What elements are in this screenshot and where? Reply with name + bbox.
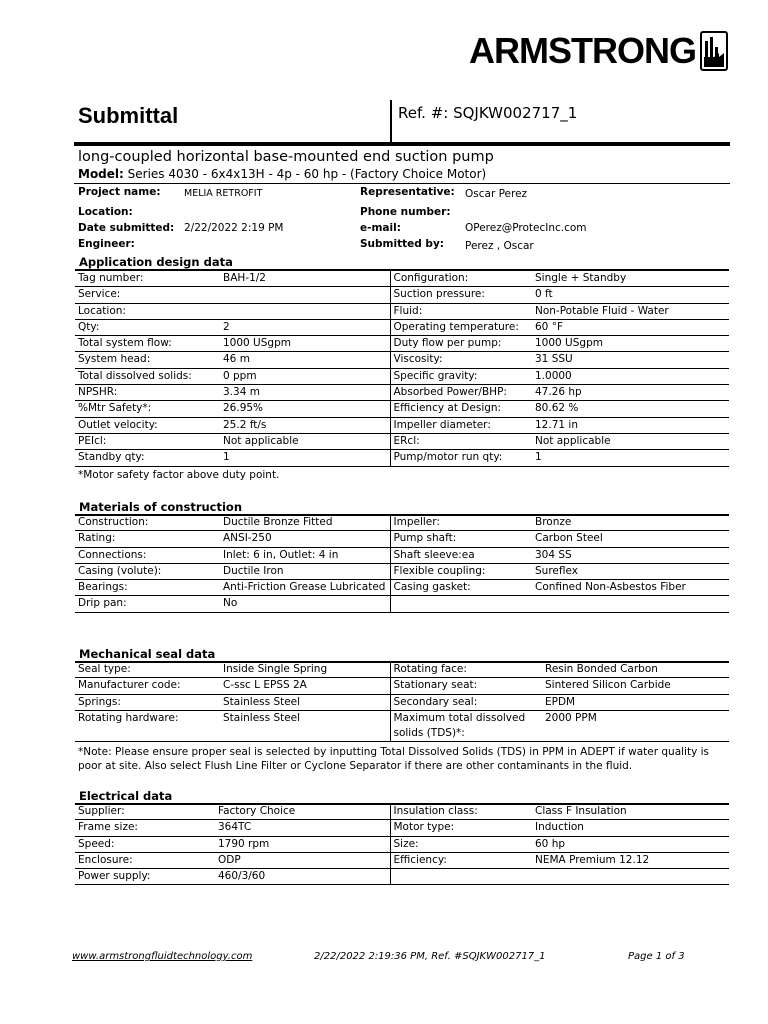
table-cell: Absorbed Power/BHP: bbox=[390, 385, 532, 401]
table-cell: Size: bbox=[390, 836, 532, 852]
table-cell: Insulation class: bbox=[390, 804, 532, 820]
model-value: Series 4030 - 6x4x13H - 4p - 60 hp - (Factory Choice Motor) bbox=[123, 167, 487, 181]
email-value: OPerez@ProtecInc.com bbox=[465, 222, 587, 234]
project-name-label: Project name: bbox=[78, 186, 161, 198]
table-cell: Qty: bbox=[75, 319, 220, 335]
materials-heading: Materials of construction bbox=[79, 500, 243, 514]
table-cell: Inside Single Spring bbox=[220, 662, 390, 678]
table-cell: 460/3/60 bbox=[215, 869, 390, 885]
project-name-value: MELIA RETROFIT bbox=[184, 188, 263, 199]
table-row bbox=[75, 368, 729, 384]
table-cell: 25.2 ft/s bbox=[220, 417, 390, 433]
table-cell: Secondary seal: bbox=[390, 694, 542, 710]
table-cell: Stainless Steel bbox=[220, 710, 390, 741]
seal-table bbox=[75, 662, 729, 742]
materials-table bbox=[75, 515, 729, 613]
table-cell: Location: bbox=[75, 303, 220, 319]
table-cell: Service: bbox=[75, 287, 220, 303]
table-cell: Tag number: bbox=[75, 271, 220, 287]
model-rule bbox=[74, 183, 730, 184]
table-cell: C-ssc L EPSS 2A bbox=[220, 678, 390, 694]
seal-heading: Mechanical seal data bbox=[79, 647, 216, 661]
table-row bbox=[75, 678, 729, 694]
table-cell: Resin Bonded Carbon bbox=[542, 662, 729, 678]
application-table bbox=[75, 271, 729, 467]
table-row bbox=[75, 804, 729, 820]
table-cell: Single + Standby bbox=[532, 271, 729, 287]
location-label: Location: bbox=[78, 206, 133, 218]
table-cell: Frame size: bbox=[75, 820, 215, 836]
pump-description: long-coupled horizontal base-mounted end suction pump bbox=[78, 149, 494, 165]
table-cell: %Mtr Safety*: bbox=[75, 401, 220, 417]
table-row bbox=[75, 385, 729, 401]
table-row bbox=[75, 450, 729, 466]
table-cell: Carbon Steel bbox=[532, 531, 729, 547]
electrical-rows bbox=[75, 804, 729, 885]
table-cell: Efficiency at Design: bbox=[390, 401, 532, 417]
table-cell: 0 ppm bbox=[220, 368, 390, 384]
table-cell: ANSI-250 bbox=[220, 531, 390, 547]
footer-website-wrap bbox=[72, 951, 252, 962]
footer-timestamp: 2/22/2022 2:19:36 PM, Ref. #SQJKW002717_1 bbox=[314, 951, 546, 962]
table-row bbox=[75, 836, 729, 852]
table-cell: System head: bbox=[75, 352, 220, 368]
table-cell: 80.62 % bbox=[532, 401, 729, 417]
table-cell: Fluid: bbox=[390, 303, 532, 319]
table-cell bbox=[390, 596, 532, 612]
footer-page-number: Page 1 of 3 bbox=[628, 951, 685, 962]
table-cell: Standby qty: bbox=[75, 450, 220, 466]
table-row bbox=[75, 869, 729, 885]
table-cell: 364TC bbox=[215, 820, 390, 836]
table-cell: Pump/motor run qty: bbox=[390, 450, 532, 466]
armstrong-logo bbox=[469, 30, 728, 72]
table-cell: Confined Non-Asbestos Fiber bbox=[532, 580, 729, 596]
table-cell: Outlet velocity: bbox=[75, 417, 220, 433]
header-rule bbox=[74, 142, 730, 146]
table-cell: 31 SSU bbox=[532, 352, 729, 368]
table-cell: 12.71 in bbox=[532, 417, 729, 433]
table-cell: EPDM bbox=[542, 694, 729, 710]
email-label: e-mail: bbox=[360, 222, 401, 234]
table-cell: Impeller diameter: bbox=[390, 417, 532, 433]
table-cell bbox=[532, 869, 729, 885]
electrical-table bbox=[75, 804, 729, 885]
table-cell: Enclosure: bbox=[75, 852, 215, 868]
table-cell bbox=[532, 596, 729, 612]
table-row bbox=[75, 820, 729, 836]
table-cell bbox=[390, 710, 542, 741]
table-cell bbox=[220, 303, 390, 319]
table-cell: Seal type: bbox=[75, 662, 220, 678]
table-row bbox=[75, 710, 729, 741]
table-cell: Efficiency: bbox=[390, 852, 532, 868]
table-cell: 60 °F bbox=[532, 319, 729, 335]
table-row bbox=[75, 336, 729, 352]
table-cell: Not applicable bbox=[532, 433, 729, 449]
table-cell: Stationary seat: bbox=[390, 678, 542, 694]
table-cell: Speed: bbox=[75, 836, 215, 852]
table-cell: Sureflex bbox=[532, 563, 729, 579]
seal-tds-label-2: solids (TDS)*: bbox=[393, 726, 465, 739]
table-cell: Total system flow: bbox=[75, 336, 220, 352]
table-cell: 0 ft bbox=[532, 287, 729, 303]
table-cell: Ductile Bronze Fitted bbox=[220, 515, 390, 531]
table-cell: Construction: bbox=[75, 515, 220, 531]
table-cell: Flexible coupling: bbox=[390, 563, 532, 579]
representative-label: Representative: bbox=[360, 186, 455, 198]
table-cell: Supplier: bbox=[75, 804, 215, 820]
table-row bbox=[75, 563, 729, 579]
table-cell: ODP bbox=[215, 852, 390, 868]
table-cell: Bearings: bbox=[75, 580, 220, 596]
table-cell: Casing (volute): bbox=[75, 563, 220, 579]
logo-wordmark: ARMSTRONG bbox=[469, 30, 696, 71]
table-cell: Bronze bbox=[532, 515, 729, 531]
submitted-by-label: Submitted by: bbox=[360, 238, 444, 250]
table-row bbox=[75, 303, 729, 319]
table-cell: Not applicable bbox=[220, 433, 390, 449]
table-row bbox=[75, 580, 729, 596]
table-cell: 1.0000 bbox=[532, 368, 729, 384]
table-cell: Manufacturer code: bbox=[75, 678, 220, 694]
table-cell: 47.26 hp bbox=[532, 385, 729, 401]
application-rows bbox=[75, 271, 729, 466]
table-cell: Suction pressure: bbox=[390, 287, 532, 303]
seal-rows bbox=[75, 662, 729, 710]
table-cell: 26.95% bbox=[220, 401, 390, 417]
date-submitted-label: Date submitted: bbox=[78, 222, 175, 234]
seal-last-row-group bbox=[75, 710, 729, 741]
table-cell: Duty flow per pump: bbox=[390, 336, 532, 352]
table-cell: Sintered Silicon Carbide bbox=[542, 678, 729, 694]
website-link[interactable]: www.armstrongfluidtechnology.com bbox=[72, 951, 253, 962]
table-cell: No bbox=[220, 596, 390, 612]
application-heading: Application design data bbox=[79, 255, 233, 269]
table-cell: 1000 USgpm bbox=[220, 336, 390, 352]
table-cell: Viscosity: bbox=[390, 352, 532, 368]
table-row bbox=[75, 287, 729, 303]
table-cell: 46 m bbox=[220, 352, 390, 368]
table-cell: 2000 PPM bbox=[542, 710, 729, 741]
table-cell: Springs: bbox=[75, 694, 220, 710]
table-cell: BAH-1/2 bbox=[220, 271, 390, 287]
model-line bbox=[78, 167, 486, 181]
materials-rows bbox=[75, 515, 729, 612]
model-label: Model: bbox=[78, 167, 124, 181]
table-cell: Class F Insulation bbox=[532, 804, 729, 820]
table-cell: Rotating face: bbox=[390, 662, 542, 678]
table-row bbox=[75, 596, 729, 612]
table-row bbox=[75, 417, 729, 433]
table-cell: Motor type: bbox=[390, 820, 532, 836]
submitted-by-value: Perez , Oscar bbox=[465, 240, 534, 252]
header-divider bbox=[390, 100, 392, 142]
table-cell: Rating: bbox=[75, 531, 220, 547]
table-cell: Rotating hardware: bbox=[75, 710, 220, 741]
date-submitted-value: 2/22/2022 2:19 PM bbox=[184, 222, 284, 234]
table-cell: Impeller: bbox=[390, 515, 532, 531]
factory-icon bbox=[700, 31, 728, 71]
table-row bbox=[75, 531, 729, 547]
table-cell: NPSHR: bbox=[75, 385, 220, 401]
phone-label: Phone number: bbox=[360, 206, 451, 218]
table-cell: Stainless Steel bbox=[220, 694, 390, 710]
table-row bbox=[75, 694, 729, 710]
table-cell: 1 bbox=[220, 450, 390, 466]
table-cell: 1000 USgpm bbox=[532, 336, 729, 352]
table-cell: 60 hp bbox=[532, 836, 729, 852]
electrical-heading: Electrical data bbox=[79, 789, 173, 803]
table-cell: PEIcl: bbox=[75, 433, 220, 449]
table-cell: Induction bbox=[532, 820, 729, 836]
table-cell: 1 bbox=[532, 450, 729, 466]
motor-safety-note: *Motor safety factor above duty point. bbox=[78, 469, 280, 481]
table-cell: Casing gasket: bbox=[390, 580, 532, 596]
seal-note-line-1: *Note: Please ensure proper seal is selected by inputting Total Dissolved Solids (TDS) in PPM in ADEPT if water quality is bbox=[78, 746, 710, 758]
table-row bbox=[75, 547, 729, 563]
table-row bbox=[75, 401, 729, 417]
table-cell: Ductile Iron bbox=[220, 563, 390, 579]
table-cell: Drip pan: bbox=[75, 596, 220, 612]
engineer-label: Engineer: bbox=[78, 238, 135, 250]
table-cell: Pump shaft: bbox=[390, 531, 532, 547]
page-title: Submittal bbox=[78, 103, 179, 128]
table-cell: 304 SS bbox=[532, 547, 729, 563]
table-cell bbox=[220, 287, 390, 303]
table-cell: Configuration: bbox=[390, 271, 532, 287]
table-cell: Anti-Friction Grease Lubricated bbox=[220, 580, 390, 596]
table-row bbox=[75, 352, 729, 368]
table-cell: Shaft sleeve:ea bbox=[390, 547, 532, 563]
table-cell: Inlet: 6 in, Outlet: 4 in bbox=[220, 547, 390, 563]
reference-number: Ref. #: SQJKW002717_1 bbox=[398, 104, 578, 122]
seal-tds-label-1: Maximum total dissolved bbox=[393, 711, 526, 724]
table-cell: Operating temperature: bbox=[390, 319, 532, 335]
table-row bbox=[75, 662, 729, 678]
table-row bbox=[75, 319, 729, 335]
table-cell: 3.34 m bbox=[220, 385, 390, 401]
table-cell: Non-Potable Fluid - Water bbox=[532, 303, 729, 319]
table-cell bbox=[390, 869, 532, 885]
table-cell: Power supply: bbox=[75, 869, 215, 885]
table-cell: 2 bbox=[220, 319, 390, 335]
table-row bbox=[75, 271, 729, 287]
table-cell: Connections: bbox=[75, 547, 220, 563]
table-cell: 1790 rpm bbox=[215, 836, 390, 852]
table-cell: Factory Choice bbox=[215, 804, 390, 820]
table-cell: NEMA Premium 12.12 bbox=[532, 852, 729, 868]
table-row bbox=[75, 852, 729, 868]
representative-value: Oscar Perez bbox=[465, 188, 528, 200]
table-cell: Total dissolved solids: bbox=[75, 368, 220, 384]
table-row bbox=[75, 515, 729, 531]
table-cell: Specific gravity: bbox=[390, 368, 532, 384]
table-cell: ERcl: bbox=[390, 433, 532, 449]
table-row bbox=[75, 433, 729, 449]
seal-note-line-2: poor at site. Also select Flush Line Filter or Cyclone Separator if there are other contaminants in the fluid. bbox=[78, 760, 633, 772]
